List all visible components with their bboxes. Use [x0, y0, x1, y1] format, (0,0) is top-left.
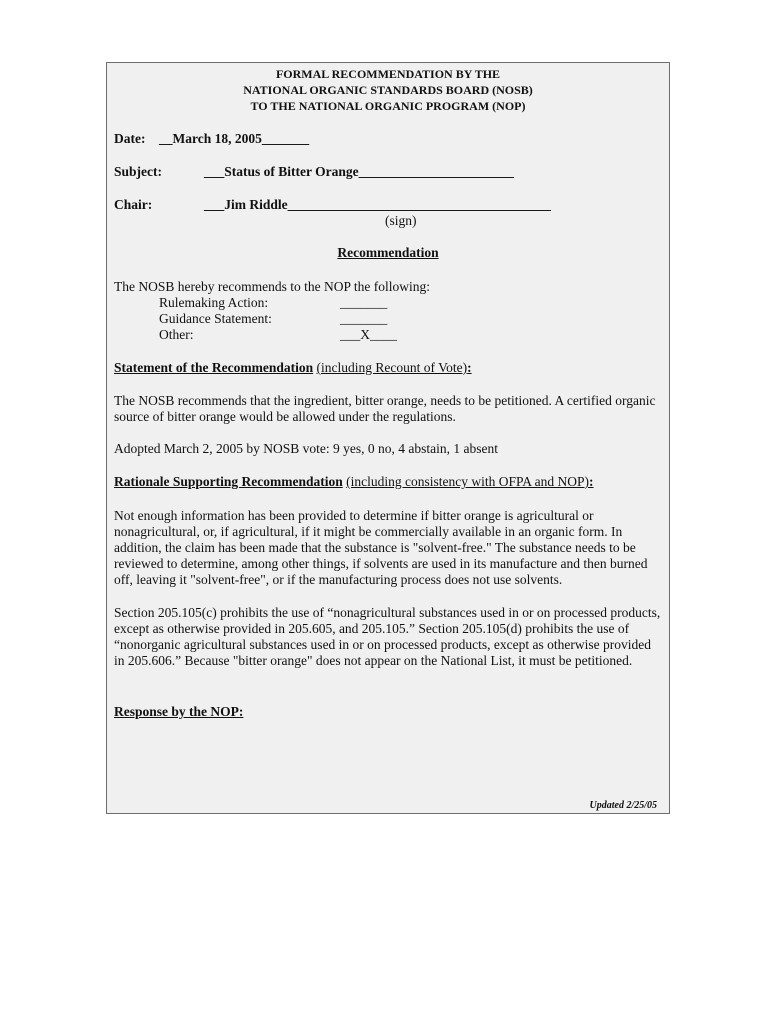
option-guidance-mark: _______	[340, 311, 388, 326]
statement-heading	[114, 360, 472, 376]
option-guidance-label: Guidance Statement:	[159, 311, 272, 326]
rationale-paragraph-1: Not enough information has been provided to determine if bitter orange is agricultural or nonagricultural, or, if agricultural, if it might be commercially available in an organic form. In addition, the claim has been made that the substance is "solvent-free." The substance needs to be reviewed to determine, among other things, if solvents are used in its manufacture and then burned off, leaving it "solvent-free", or if the manufacturing process does not use solvents.	[114, 508, 648, 587]
rationale-heading-title: Rationale Supporting Recommendation	[114, 474, 343, 489]
date-label: Date:	[114, 131, 146, 146]
updated-date: Updated 2/25/05	[589, 800, 657, 811]
option-other-mark: ___X____	[340, 327, 397, 342]
sign-note: (sign)	[385, 213, 417, 228]
recommendation-heading: Recommendation	[337, 245, 439, 260]
statement-heading-colon: :	[467, 360, 472, 375]
option-rulemaking-mark: _______	[340, 295, 388, 310]
chair-value: ___Jim Riddle_______________________________________	[204, 197, 551, 212]
rationale-heading-note: (including consistency with OFPA and NOP)	[346, 474, 590, 489]
form-title-line-3: TO THE NATIONAL ORGANIC PROGRAM (NOP)	[250, 99, 526, 113]
rationale-heading	[114, 474, 594, 490]
statement-heading-title: Statement of the Recommendation	[114, 360, 314, 375]
form-title-line-1: FORMAL RECOMMENDATION BY THE	[275, 67, 501, 81]
statement-heading-note: (including Recount of Vote)	[316, 360, 468, 375]
form-title-line-2: NATIONAL ORGANIC STANDARDS BOARD (NOSB)	[243, 83, 533, 97]
recommendation-form	[106, 62, 670, 814]
option-rulemaking-label: Rulemaking Action:	[159, 295, 269, 310]
subject-value: ___Status of Bitter Orange_______________________	[204, 164, 514, 179]
subject-label: Subject:	[114, 164, 162, 179]
rationale-paragraph-2: Section 205.105(c) prohibits the use of “nonagricultural substances used in or on processed products, except as otherwise provided in 205.605, and 205.105.” Section 205.105(d) prohibits the use of “nonorganic agricultural substances used in or on processed products, except as otherwise provided in 205.606.” Because "bitter orange" does not appear on the National List, it must be petitioned.	[114, 605, 661, 668]
statement-body: The NOSB recommends that the ingredient, bitter orange, needs to be petitioned. A certified organic source of bitter orange would be allowed under the regulations.	[114, 393, 656, 424]
date-value: __March 18, 2005_______	[159, 131, 310, 146]
response-heading: Response by the NOP:	[114, 704, 244, 719]
vote-result: Adopted March 2, 2005 by NOSB vote: 9 yes, 0 no, 4 abstain, 1 absent	[114, 441, 498, 456]
recommendation-intro: The NOSB hereby recommends to the NOP the following:	[114, 279, 430, 294]
rationale-heading-colon: :	[589, 474, 594, 489]
chair-label: Chair:	[114, 197, 153, 212]
option-other-label: Other:	[159, 327, 194, 342]
